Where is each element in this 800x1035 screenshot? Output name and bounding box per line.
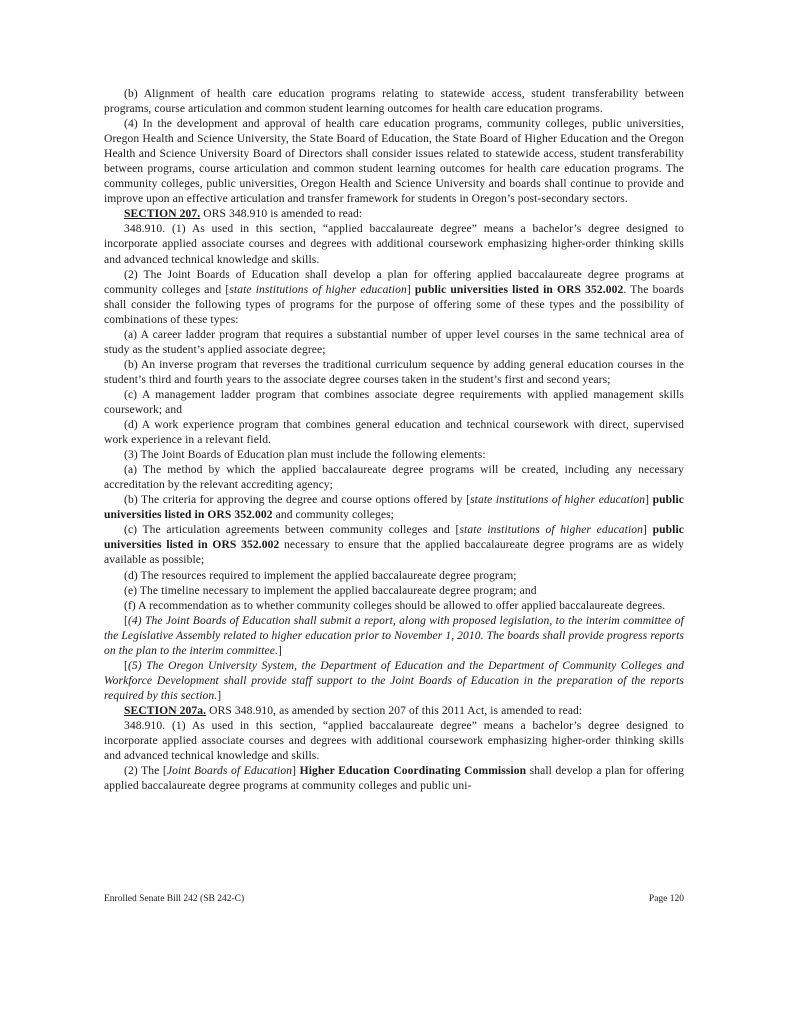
paragraph	[104, 463, 684, 493]
text-run: ]	[292, 765, 300, 778]
text-run: [	[124, 614, 128, 627]
text-run: shall develop a plan for offering applied baccalaureate degree programs at community colleges and public uni-	[104, 765, 684, 793]
paragraph	[104, 328, 684, 358]
text-run: (4) In the development and approval of health care education programs, community colleges, public universities, Oregon Health and Science University, the State Board of Education, the State Board of Higher Education and the Oregon Health and Science University Board of Directors shall consider issues related to statewide access, student transferability between programs, course articulation and common student learning outcomes for health care education programs. The community colleges, public universities, Oregon Health and Science University and boards shall continue to provide and improve upon an effective articulation and transfer framework for students in Oregon’s post-secondary sectors.	[104, 118, 684, 206]
paragraph	[104, 87, 684, 117]
paragraph	[104, 614, 684, 659]
text-run: (b) Alignment of health care education programs relating to statewide access, student transferability between programs, course articulation and common student learning outcomes for health care education programs.	[104, 88, 684, 116]
text-run: (b) An inverse program that reverses the traditional curriculum sequence by adding general education courses in the student’s third and fourth years to the associate degree courses taken in the student’s first and second years;	[104, 358, 684, 386]
paragraph	[104, 493, 684, 523]
paragraph	[104, 207, 684, 222]
amended-text: public universities listed in ORS 352.002	[414, 283, 624, 296]
text-run: [	[124, 659, 128, 672]
paragraph	[104, 704, 684, 719]
text-run: (f) A recommendation as to whether community colleges should be allowed to offer applied baccalaureate degrees.	[124, 599, 666, 612]
text-run: ORS 348.910, as amended by section 207 of this 2011 Act, is amended to read:	[206, 704, 583, 717]
text-run: ]	[277, 644, 282, 657]
text-run: ORS 348.910 is amended to read:	[200, 208, 363, 221]
paragraph	[104, 764, 684, 794]
text-run: necessary to ensure that the applied baccalaureate degree programs are as widely available as possible;	[104, 539, 684, 567]
text-run: ]	[406, 283, 415, 296]
text-run: 348.910. (1) As used in this section, “applied baccalaureate degree” means a bachelor’s degree designed to incorporate applied associate courses and degrees with additional coursework emphasizing higher-order thinking skills and advanced technical knowledge and skills.	[104, 719, 684, 763]
text-run: . The boards shall consider the following types of programs for the purpose of offering some of these types and the possibility of combinations of these types:	[104, 283, 684, 326]
amended-text: public universities listed in ORS 352.002	[104, 524, 685, 552]
text-run: (e) The timeline necessary to implement the applied baccalaureate degree program; and	[124, 584, 537, 597]
deleted-text: state institutions of higher education	[470, 494, 646, 507]
paragraph	[104, 569, 684, 584]
text-run: (a) A career ladder program that requires a substantial number of upper level courses in the same technical area of study as the student’s applied associate degree;	[104, 328, 684, 356]
deleted-text: Joint Boards of Education	[166, 765, 293, 778]
section-heading: SECTION 207.	[124, 208, 201, 221]
document-body	[104, 87, 684, 794]
paragraph	[104, 268, 684, 328]
footer-page-number: Page 120	[648, 894, 684, 904]
paragraph	[104, 358, 684, 388]
text-run: 348.910. (1) As used in this section, “applied baccalaureate degree” means a bachelor’s degree designed to incorporate applied associate courses and degrees with additional coursework emphasizing higher-order thinking skills and advanced technical knowledge and skills.	[104, 223, 684, 266]
text-run: ]	[217, 689, 222, 702]
footer-bill-name: Enrolled Senate Bill 242 (SB 242-C)	[104, 894, 245, 904]
text-run: (c) A management ladder program that combines associate degree requirements with applied management skills coursework; and	[104, 388, 684, 416]
paragraph	[104, 222, 684, 267]
paragraph	[104, 719, 684, 764]
paragraph	[104, 117, 684, 207]
text-run: (a) The method by which the applied baccalaureate degree programs will be created, including any necessary accreditation by the relevant accrediting agency;	[104, 464, 684, 492]
section-heading: SECTION 207a.	[124, 704, 207, 717]
deleted-text: (4) The Joint Boards of Education shall submit a report, along with proposed legislation, to the interim committee of the Legislative Assembly related to higher education prior to November 1, 2010. The boards shall provide progress reports on the plan to the interim committee.	[104, 614, 684, 657]
amended-text: Higher Education Coordinating Commission	[299, 765, 527, 778]
deleted-text: state institutions of higher education	[229, 283, 407, 296]
text-run: (3) The Joint Boards of Education plan must include the following elements:	[124, 449, 486, 462]
text-run: (c) The articulation agreements between community colleges and [	[124, 524, 460, 537]
text-run: (d) The resources required to implement the applied baccalaureate degree program;	[124, 569, 517, 582]
deleted-text: state institutions of higher education	[459, 524, 644, 537]
paragraph	[104, 523, 684, 568]
paragraph	[104, 599, 684, 614]
paragraph	[104, 388, 684, 418]
text-run: ]	[645, 494, 653, 507]
deleted-text: (5) The Oregon University System, the Department of Education and the Department of Community Colleges and Workforce Development shall provide staff support to the Joint Boards of Education in the preparation of the reports required by this section.	[104, 659, 684, 702]
paragraph	[104, 448, 684, 463]
paragraph	[104, 659, 684, 704]
text-run: (2) The [	[124, 765, 167, 778]
text-run: (2) The Joint Boards of Education shall develop a plan for offering applied baccalaureate degree programs at community colleges and [	[104, 268, 684, 296]
text-run: and community colleges;	[272, 509, 394, 522]
paragraph	[104, 584, 684, 599]
amended-text: public universities listed in ORS 352.002	[104, 494, 684, 522]
text-run: (d) A work experience program that combines general education and technical coursework with direct, supervised work experience in a relevant field.	[104, 419, 684, 447]
text-run: ]	[643, 524, 653, 537]
paragraph	[104, 418, 684, 448]
text-run: (b) The criteria for approving the degree and course options offered by [	[124, 494, 471, 507]
